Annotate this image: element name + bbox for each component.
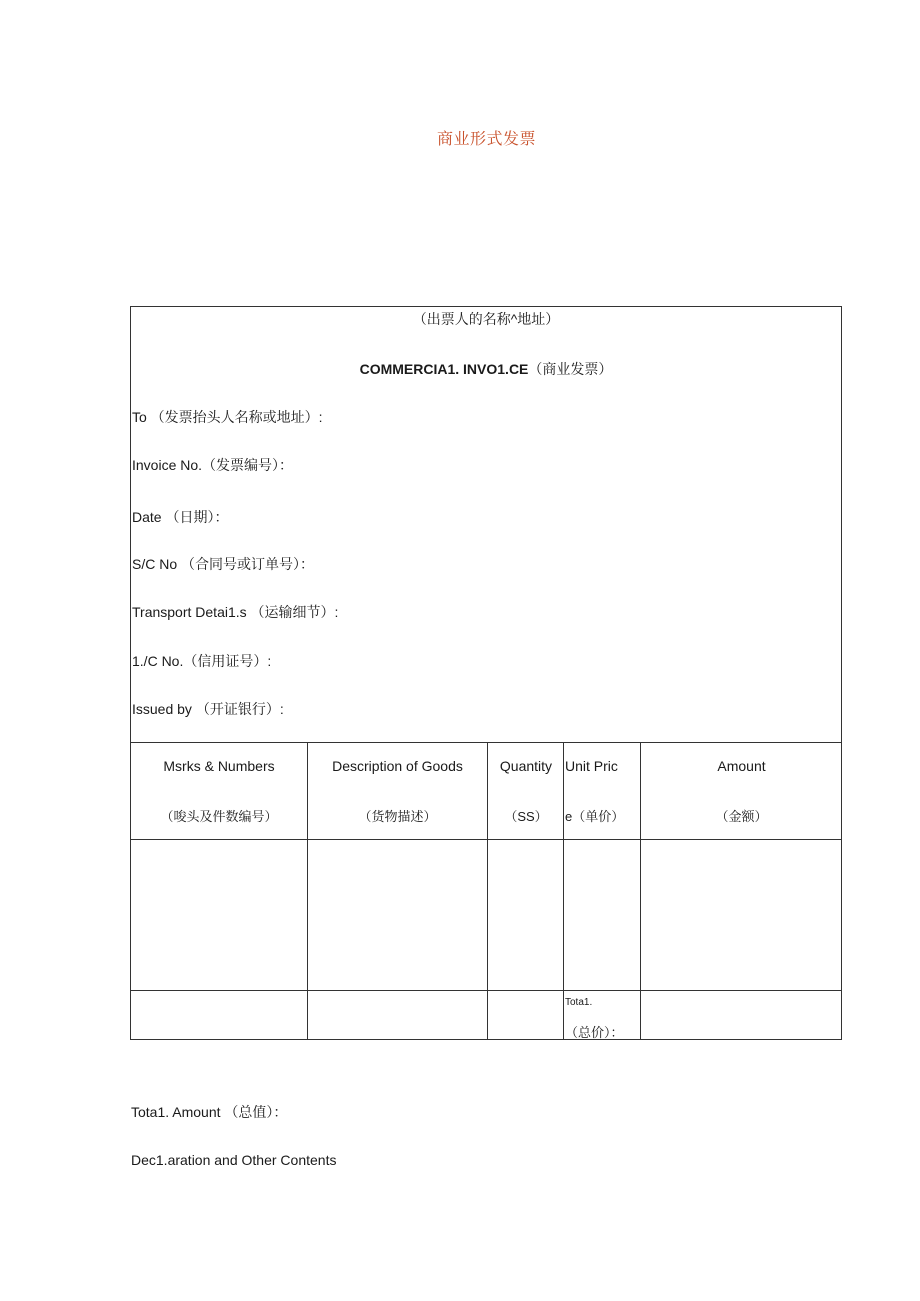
table-body-rule: [131, 990, 841, 991]
column-header-cn: （SS）: [504, 809, 548, 824]
column-header-en: Msrks & Numbers: [163, 758, 275, 774]
declaration-label: Dec1.aration and Other Contents: [131, 1152, 337, 1168]
field-to: To （发票抬头人名称或地址）:: [132, 409, 323, 425]
field-issued-by: Issued by （开证银行）:: [132, 701, 284, 717]
page-title: 商业形式发票: [436, 131, 536, 148]
column-header-en: Unit Pric: [565, 758, 618, 774]
column-header-quantity: [488, 743, 564, 839]
issuer-label: （出票人的名称^地址）: [412, 311, 560, 327]
field-invoice-no: Invoice No.（发票编号）：: [132, 457, 294, 473]
invoice-heading: [131, 359, 841, 379]
invoice-heading-en: COMMERCIA1. INVO1.CE: [359, 361, 529, 377]
column-header-cn: （金额）: [715, 809, 768, 824]
field-sc-no: S/C No （合同号或订单号）：: [132, 556, 315, 572]
column-header-cn: e（单价）: [565, 809, 625, 824]
column-header-amount: [641, 743, 842, 839]
column-header-en: Description of Goods: [332, 758, 463, 774]
field-transport-details: Transport Detai1.s （运输细节）:: [132, 604, 339, 620]
invoice-heading-cn: （商业发票）: [528, 361, 613, 377]
column-header-en: Quantity: [499, 758, 553, 774]
column-header-cn: （货物描述）: [358, 809, 437, 824]
column-header-cn: （唆头及件数编号）: [160, 809, 278, 824]
invoice-form: [130, 306, 842, 1040]
total-amount-label: Tota1. Amount （总值）：: [131, 1104, 288, 1120]
total-label: Tota1.: [565, 997, 593, 1008]
field-date: Date （日期）：: [132, 509, 229, 525]
total-label-cn: （总价）：: [565, 1025, 624, 1040]
column-header-marks: [131, 743, 307, 839]
table-header-rule: [131, 839, 841, 840]
field-lc-no: 1./C No.（信用证号）:: [132, 653, 272, 669]
column-header-description: [308, 743, 487, 839]
column-header-unit-price: [564, 743, 640, 839]
column-header-en: Amount: [717, 758, 766, 774]
